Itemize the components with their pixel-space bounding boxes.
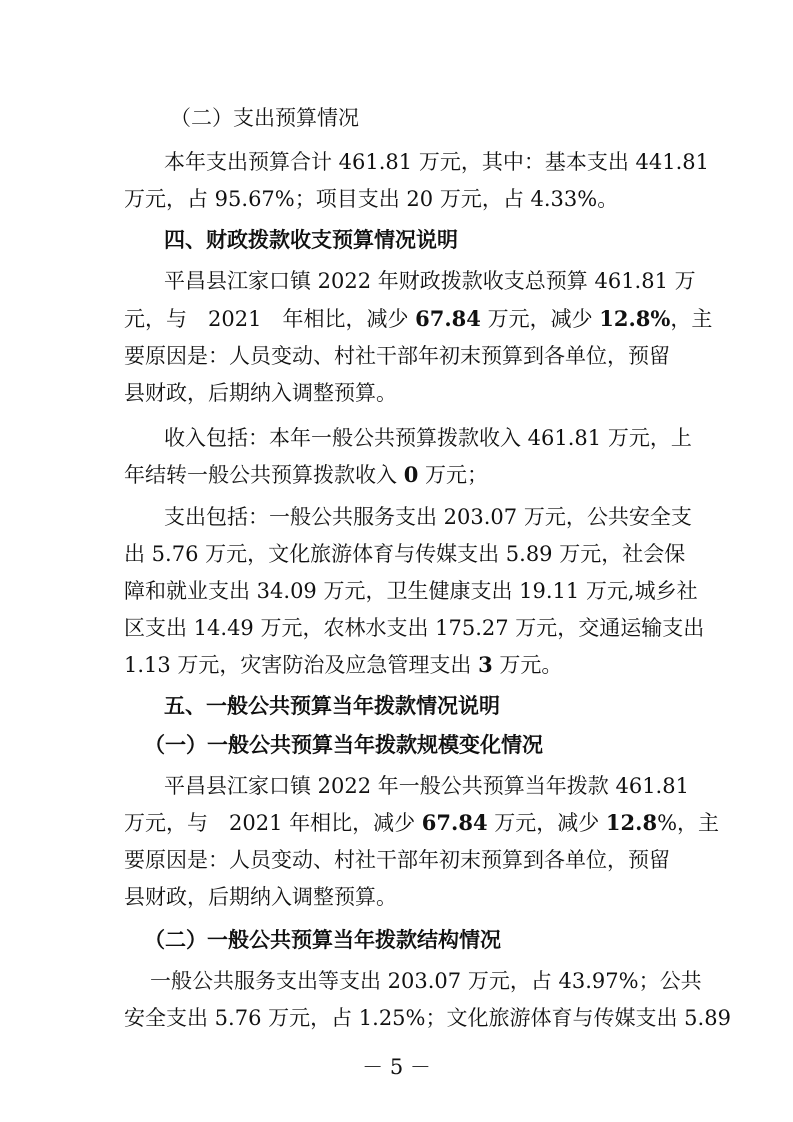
text-run: 年结转一般公共预算拨款收入 (124, 463, 404, 487)
body-line (124, 304, 712, 334)
text-run: %，主 (657, 811, 720, 835)
body-line: 出 5.76 万元，文化旅游体育与传媒支出 5.89 万元，社会保 (124, 542, 686, 566)
body-line: 区支出 14.49 万元，农林水支出 175.27 万元，交通运输支出 (124, 616, 705, 640)
body-line: 支出包括：一般公共服务支出 203.07 万元，公共安全支 (164, 505, 692, 529)
body-line: 万元，占 95.67%；项目支出 20 万元，占 4.33%。 (124, 187, 619, 211)
body-line: 平昌县江家口镇 2022 年财政拨款收支总预算 461.81 万 (164, 269, 696, 293)
body-line: 安全支出 5.76 万元，占 1.25%；文化旅游体育与传媒支出 5.89 (124, 1006, 731, 1030)
decrease-amount: 67.84 (421, 810, 488, 835)
text-run: 万元； (418, 463, 488, 487)
text-run: 元，与 2021 年相比，减少 (124, 307, 416, 331)
text-run: 万元，减少 (480, 307, 600, 331)
body-line (124, 650, 562, 680)
body-line: 本年支出预算合计 461.81 万元，其中：基本支出 441.81 (164, 150, 709, 174)
body-line: 平昌县江家口镇 2022 年一般公共预算当年拨款 461.81 (164, 774, 689, 798)
subsection-heading-5-2: （二）一般公共预算当年拨款结构情况 (144, 928, 501, 952)
text-run: 1.13 万元，灾害防治及应急管理支出 (124, 653, 479, 677)
section-heading-expenditure: （二）支出预算情况 (170, 106, 359, 130)
body-line: 县财政，后期纳入调整预算。 (124, 885, 397, 909)
body-line (124, 808, 719, 838)
decrease-percent: 12.8% (599, 306, 671, 331)
decrease-percent: 12.8 (605, 810, 658, 835)
decrease-amount: 67.84 (415, 306, 481, 331)
text-run: 万元。 (492, 653, 563, 677)
text-run: 万元，减少 (487, 811, 606, 835)
body-line: 收入包括：本年一般公共预算拨款收入 461.81 万元，上 (164, 426, 692, 450)
body-line: 障和就业支出 34.09 万元，卫生健康支出 19.11 万元,城乡社 (124, 579, 698, 603)
section-heading-5: 五、一般公共预算当年拨款情况说明 (164, 694, 500, 718)
carryover-amount: 0 (403, 462, 419, 487)
body-line (124, 460, 488, 490)
page-number: － 5 － (362, 1055, 431, 1079)
body-line: 县财政，后期纳入调整预算。 (124, 381, 397, 405)
text-run: ，主 (670, 307, 713, 331)
section-heading-4: 四、财政拨款收支预算情况说明 (164, 228, 458, 252)
text-run: 万元，与 2021 年相比，减少 (124, 811, 422, 835)
body-line: 要原因是：人员变动、村社干部年初末预算到各单位，预留 (124, 344, 670, 368)
body-line: 要原因是：人员变动、村社干部年初末预算到各单位，预留 (124, 848, 670, 872)
body-line: 一般公共服务支出等支出 203.07 万元，占 43.97%；公共 (150, 969, 702, 993)
disaster-amount: 3 (478, 652, 493, 677)
subsection-heading-5-1: （一）一般公共预算当年拨款规模变化情况 (144, 733, 543, 757)
